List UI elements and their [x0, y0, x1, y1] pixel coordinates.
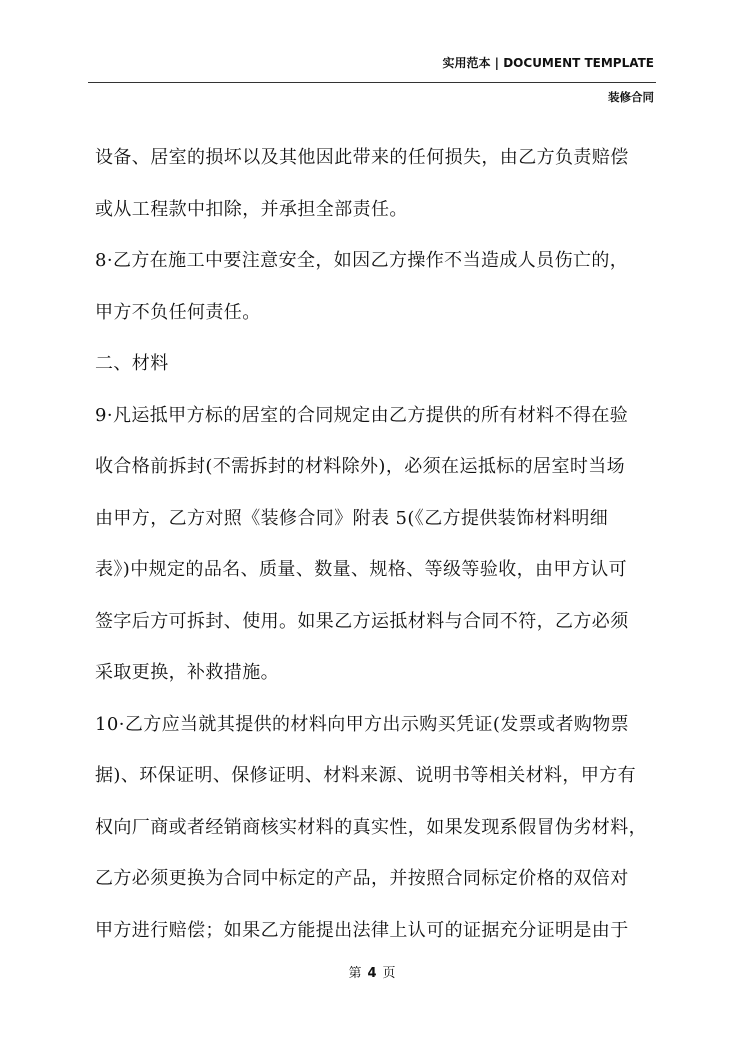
- body-line: 表》)中规定的品名、质量、数量、规格、等级等验收，由甲方认可: [95, 559, 628, 580]
- body-line: 或从工程款中扣除，并承担全部责任。: [95, 198, 408, 220]
- body-line: 8·乙方在施工中要注意安全，如因乙方操作不当造成人员伤亡的，: [95, 250, 629, 271]
- body-line: 权向厂商或者经销商核实材料的真实性，如果发现系假冒伪劣材料，: [95, 816, 647, 838]
- body-line: 由甲方，乙方对照《装修合同》附表 5(《乙方提供装饰材料明细: [95, 507, 609, 529]
- body-line: 收合格前拆封(不需拆封的材料除外)，必须在运抵标的居室时当场: [95, 456, 626, 477]
- document-body: [95, 141, 660, 965]
- page-number: 4: [367, 966, 377, 981]
- page-prefix: 第: [348, 966, 362, 981]
- header-divider: [88, 82, 656, 83]
- page-suffix: 页: [382, 966, 396, 981]
- body-line: 据)、环保证明、保修证明、材料来源、说明书等相关材料，甲方有: [95, 765, 637, 786]
- body-line: 采取更换，补救措施。: [95, 662, 279, 683]
- body-line: 10·乙方应当就其提供的材料向甲方出示购买凭证(发票或者购物票: [95, 713, 630, 735]
- body-line: 甲方进行赔偿；如果乙方能提出法律上认可的证据充分证明是由于: [95, 919, 629, 941]
- section-heading: 二、材料: [95, 353, 169, 374]
- body-line: 设备、居室的损坏以及其他因此带来的任何损失，由乙方负责赔偿: [95, 147, 629, 168]
- body-line: 9·凡运抵甲方标的居室的合同规定由乙方提供的所有材料不得在验: [95, 404, 629, 426]
- body-line: 甲方不负任何责任。: [95, 301, 261, 323]
- header-title: 实用范本 | DOCUMENT TEMPLATE: [442, 56, 654, 70]
- header-subtitle: 装修合同: [608, 90, 654, 104]
- body-line: 签字后方可拆封、使用。如果乙方运抵材料与合同不符，乙方必须: [95, 610, 629, 632]
- page-footer: [0, 962, 744, 981]
- body-line: 乙方必须更换为合同中标定的产品，并按照合同标定价格的双倍对: [95, 868, 629, 889]
